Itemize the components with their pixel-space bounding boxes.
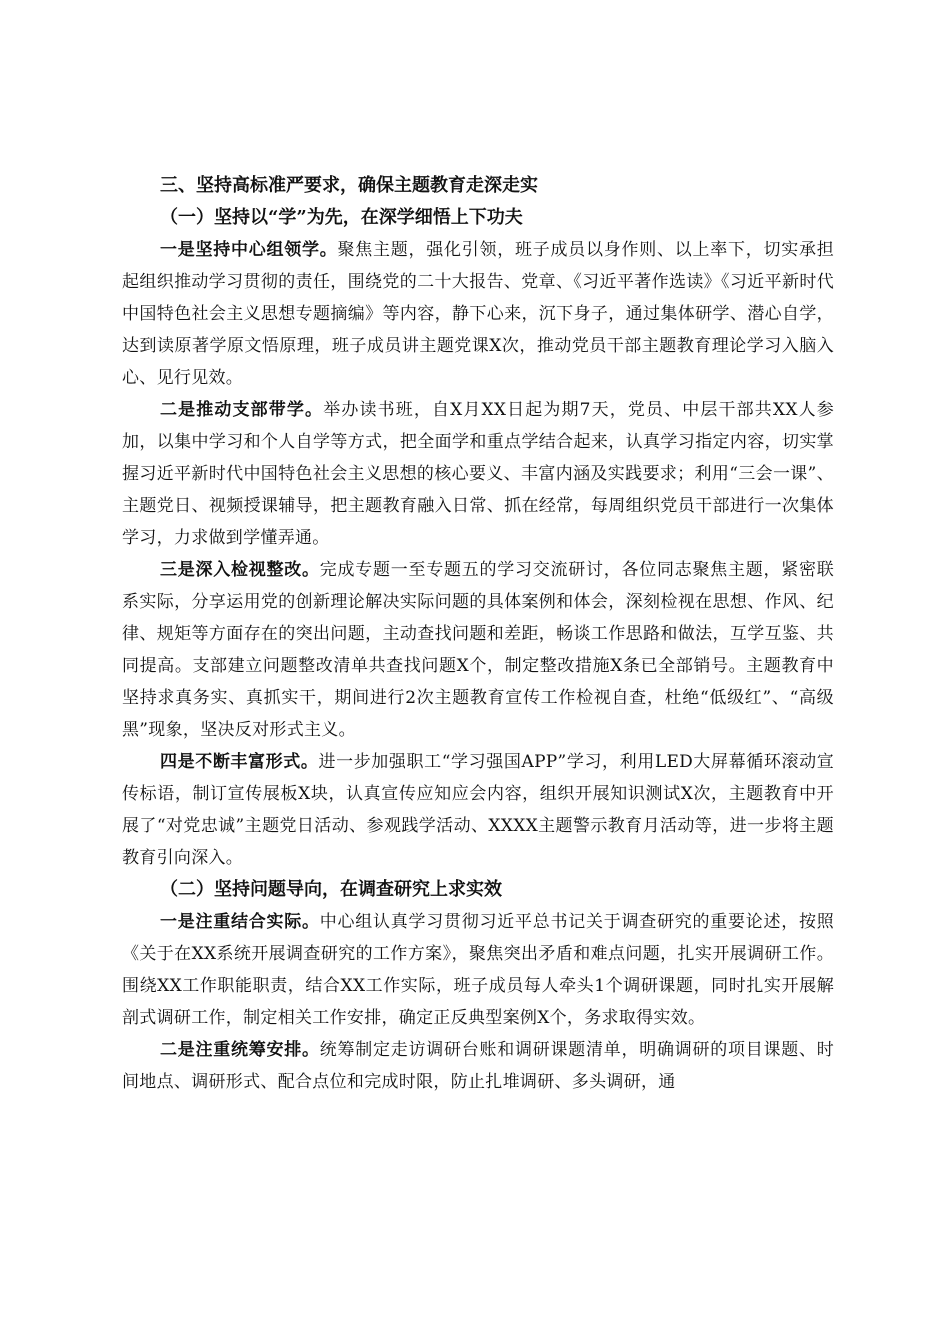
paragraph-body: 聚焦主题，强化引领，班子成员以身作则、以上率下，切实承担起组织推动学习贯彻的责任，围绕党的二十大报告、党章、《习近平著作选读》《习近平新时代中国特色社会主义思想专题摘编》等内容，静下心来，沉下身子，通过集体研学、潜心自学，达到读原著学原文悟原理，班子成员讲主题党课X次，推动党员干部主题教育理论学习入脑入心、见行见效。 bbox=[122, 240, 834, 388]
paragraph bbox=[122, 554, 834, 746]
paragraph-lead: 一是坚持中心组领学。 bbox=[160, 240, 338, 260]
paragraph-body: 完成专题一至专题五的学习交流研讨，各位同志聚焦主题，紧密联系实际，分享运用党的创新理论解决实际问题的具体案例和体会，深刻检视在思想、作风、纪律、规矩等方面存在的突出问题，主动查找问题和差距，畅谈工作思路和做法，互学互鉴、共同提高。支部建立问题整改清单共查找问题X个，制定整改措施X条已全部销号。主题教育中坚持求真务实、真抓实干，期间进行2次主题教育宣传工作检视自查，杜绝“低级红”、“高级黑”现象，坚决反对形式主义。 bbox=[122, 560, 835, 740]
paragraph-lead: 二是推动支部带学。 bbox=[160, 400, 324, 420]
paragraph bbox=[122, 1034, 834, 1098]
subsection-heading-1: （一）坚持以“学”为先，在深学细悟上下功夫 bbox=[160, 207, 523, 228]
paragraph-body: 中心组认真学习贯彻习近平总书记关于调查研究的重要论述，按照《关于在XX系统开展调查研究的工作方案》，聚焦突出矛盾和难点问题，扎实开展调研工作。围绕XX工作职能职责，结合XX工作实际，班子成员每人牵头1个调研课题，同时扎实开展解剖式调研工作，制定相关工作安排，确定正反典型案例X个，务求取得实效。 bbox=[122, 912, 835, 1028]
paragraph bbox=[122, 906, 834, 1034]
paragraph-lead: 三是深入检视整改。 bbox=[160, 560, 320, 580]
paragraph bbox=[122, 234, 834, 394]
section-heading: 三、坚持高标准严要求，确保主题教育走深走实 bbox=[160, 175, 538, 196]
document-body bbox=[122, 170, 834, 1098]
paragraph-lead: 四是不断丰富形式。 bbox=[160, 752, 319, 772]
paragraph-lead: 二是注重统筹安排。 bbox=[160, 1040, 320, 1060]
paragraph-body: 进一步加强职工“学习强国APP”学习，利用LED大屏幕循环滚动宣传标语，制订宣传展板X块，认真宣传应知应会内容，组织开展知识测试X次，主题教育中开展了“对党忠诚”主题党日活动、参观践学活动、XXXX主题警示教育月活动等，进一步将主题教育引向深入。 bbox=[122, 752, 834, 868]
subsection-heading-2: （二）坚持问题导向，在调查研究上求实效 bbox=[160, 879, 502, 900]
paragraph bbox=[122, 746, 834, 874]
paragraph-body: 统筹制定走访调研台账和调研课题清单，明确调研的项目课题、时间地点、调研形式、配合点位和完成时限，防止扎堆调研、多头调研，通 bbox=[122, 1040, 835, 1092]
paragraph bbox=[122, 394, 834, 554]
paragraph-lead: 一是注重结合实际。 bbox=[160, 912, 320, 932]
paragraph-body: 举办读书班，自X月XX日起为期7天，党员、中层干部共XX人参加，以集中学习和个人自学等方式，把全面学和重点学结合起来，认真学习指定内容，切实掌握习近平新时代中国特色社会主义思想的核心要义、丰富内涵及实践要求；利用“三会一课”、主题党日、视频授课辅导，把主题教育融入日常、抓在经常，每周组织党员干部进行一次集体学习，力求做到学懂弄通。 bbox=[122, 400, 835, 548]
